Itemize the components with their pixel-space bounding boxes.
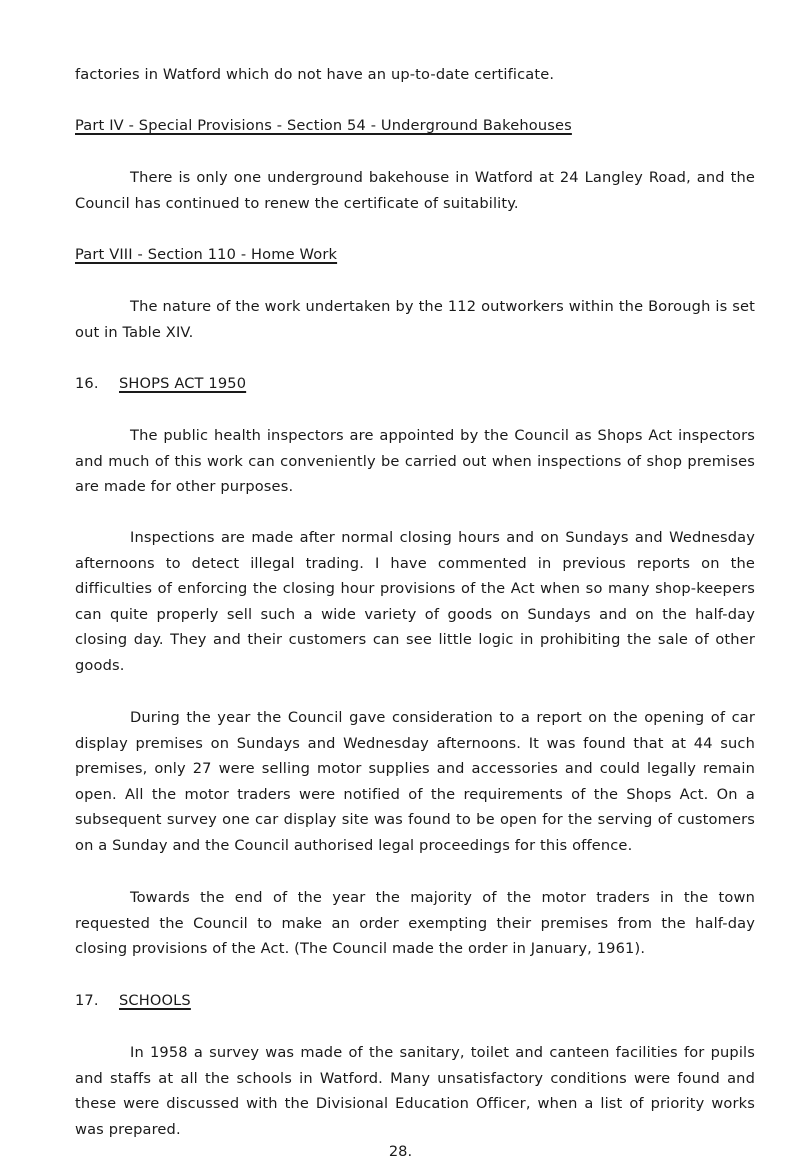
section-16-heading — [75, 371, 755, 397]
section-16-number: 16. — [75, 375, 99, 392]
section-16-paragraph-3: During the year the Council gave consideration to a report on the opening of car display premises on Sundays and Wednesday afternoons. It was found that at 44 such premises, only 27 were selling motor supplies and accessories and could legally remain open. All the motor traders were notified of the requirements of the Shops Act. On a subsequent survey one car display site was found to be open for the serving of customers on a Sunday and the Council authorised legal proceedings for this offence. — [75, 709, 755, 854]
part-viii-heading: Part VIII - Section 110 - Home Work — [75, 246, 338, 263]
section-17-paragraph: In 1958 a survey was made of the sanitary, toilet and canteen facilities for pupils and staffs at all the schools in Watford. Many unsatisfactory conditions were found and these were discussed with the Divisional Education Officer, when a list of priority works was prepared. — [75, 1044, 755, 1138]
intro-line: factories in Watford which do not have an up-to-date certificate. — [75, 66, 555, 83]
section-16-paragraph-1: The public health inspectors are appointed by the Council as Shops Act inspectors and much of this work can conveniently be carried out when inspections of shop premises are made for other purposes. — [75, 427, 755, 495]
part-iv-paragraph: There is only one underground bakehouse in Watford at 24 Langley Road, and the Council has continued to renew the certificate of suitability. — [75, 169, 755, 212]
section-16-paragraph-4: Towards the end of the year the majority of the motor traders in the town requested the Council to make an order exempting their premises from the half-day closing provisions of the Act. (The Council made the order in January, 1961). — [75, 889, 755, 957]
section-16-paragraph-2: Inspections are made after normal closing hours and on Sundays and Wednesday afternoons to detect illegal trading. I have commented in previous reports on the difficulties of enforcing the closing hour provisions of the Act when so many shop-keepers can quite properly sell such a wide variety of goods on Sundays and on the half-day closing day. They and their customers can see little logic in prohibiting the sale of other goods. — [75, 529, 755, 674]
section-17-title: SCHOOLS — [119, 992, 191, 1009]
page-number: 28. — [388, 1143, 413, 1160]
section-16-title: SHOPS ACT 1950 — [119, 375, 247, 392]
part-viii-paragraph: The nature of the work undertaken by the 112 outworkers within the Borough is set out in Table XIV. — [75, 298, 755, 341]
part-iv-heading: Part IV - Special Provisions - Section 54 - Underground Bakehouses — [75, 117, 572, 134]
section-17-heading — [75, 988, 755, 1014]
section-17-number: 17. — [75, 992, 99, 1009]
